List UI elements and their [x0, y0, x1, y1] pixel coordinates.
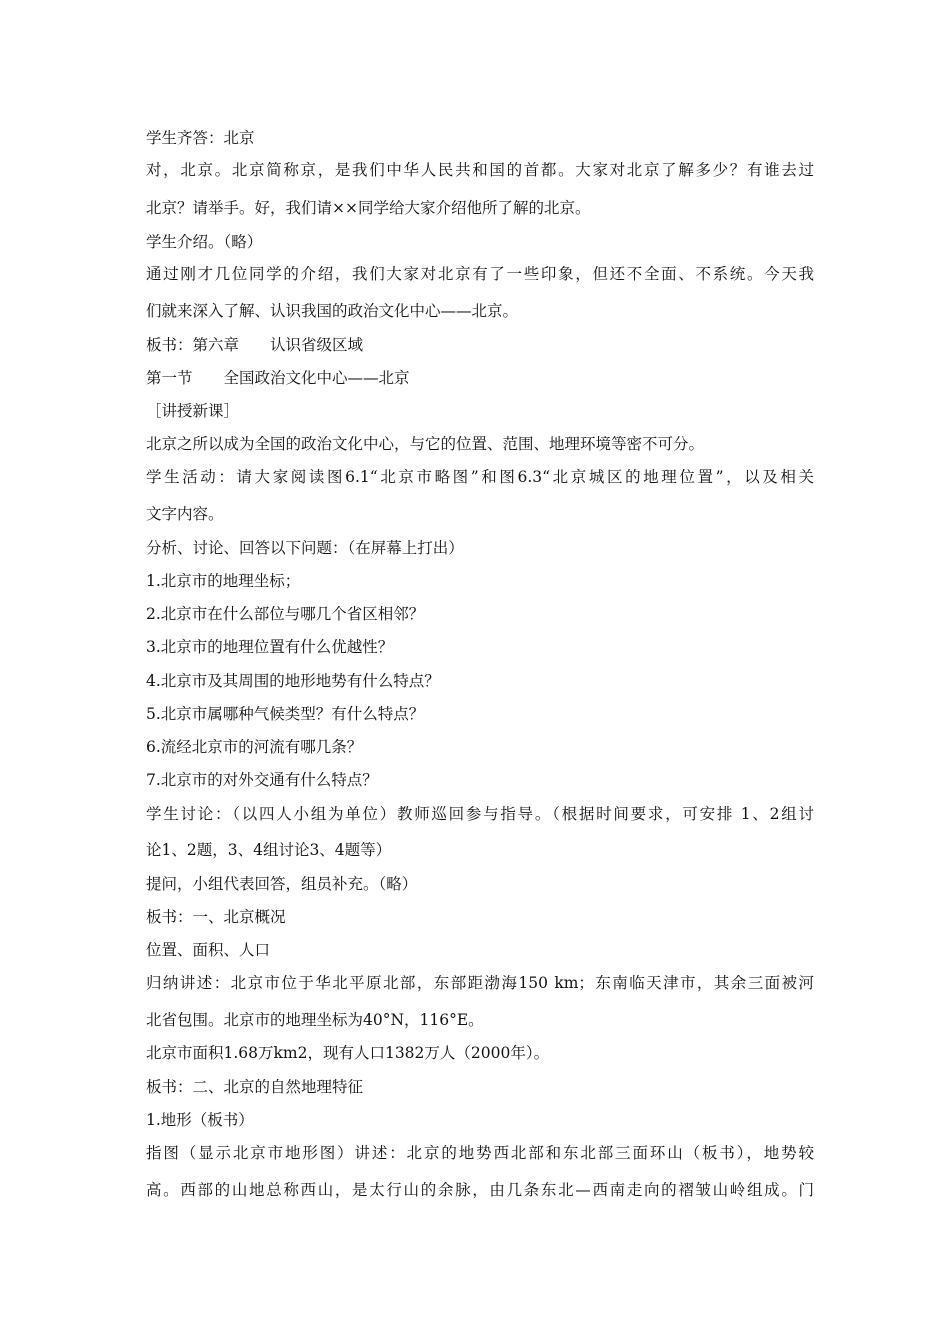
- text-line: 北京市面积1.68万km2，现有人口1382万人（2000年）。: [146, 1044, 550, 1062]
- text-line: 第一节 全国政治文化中心——北京: [146, 369, 410, 387]
- text-line: 高。西部的山地总称西山，是太行山的余脉，由几条东北—西南走向的褶皱山岭组成。门: [146, 1181, 814, 1199]
- text-line: 文字内容。: [146, 505, 224, 523]
- text-line: 5.北京市属哪种气候类型？有什么特点？: [146, 705, 425, 723]
- text-line: 2.北京市在什么部位与哪几个省区相邻？: [146, 605, 425, 623]
- text-line: 4.北京市及其周围的地形地势有什么特点？: [146, 672, 440, 690]
- text-line: 位置、面积、人口: [146, 941, 271, 959]
- text-line: 3.北京市的地理位置有什么优越性？: [146, 638, 394, 656]
- text-line: 学生活动：请大家阅读图6.1“北京市略图”和图6.3“北京城区的地理位置”，以及相关: [146, 468, 814, 486]
- text-line: 板书：第六章 认识省级区域: [146, 336, 364, 354]
- text-line: 分析、讨论、回答以下问题：（在屏幕上打出）: [146, 539, 464, 557]
- text-line: 7.北京市的对外交通有什么特点？: [146, 771, 378, 789]
- text-line: 6.流经北京市的河流有哪几条？: [146, 738, 363, 756]
- text-line: 归纳讲述：北京市位于华北平原北部，东部距渤海150 km；东南临天津市，其余三面被河: [146, 974, 814, 992]
- text-line: 板书：一、北京概况: [146, 908, 286, 926]
- text-line: 对，北京。北京简称京，是我们中华人民共和国的首都。大家对北京了解多少？有谁去过: [146, 161, 814, 179]
- text-line: 们就来深入了解、认识我国的政治文化中心——北京。: [146, 302, 519, 320]
- text-line: 北省包围。北京市的地理坐标为40°N，116°E。: [146, 1011, 484, 1029]
- text-line: 学生齐答：北京: [146, 129, 255, 147]
- text-line: 指图（显示北京市地形图）讲述：北京的地势西北部和东北部三面环山（板书），地势较: [146, 1144, 814, 1162]
- text-line: 北京？请举手。好，我们请××同学给大家介绍他所了解的北京。: [146, 199, 591, 217]
- text-line: 通过刚才几位同学的介绍，我们大家对北京有了一些印象，但还不全面、不系统。今天我: [146, 265, 814, 283]
- text-line: 论1、2题，3、4组讨论3、4题等）: [146, 841, 392, 859]
- text-line: ［讲授新课］: [146, 402, 240, 420]
- text-line: 提问，小组代表回答，组员补充。（略）: [146, 875, 418, 893]
- text-line: 学生介绍。（略）: [146, 233, 263, 251]
- text-line: 板书：二、北京的自然地理特征: [146, 1078, 364, 1096]
- text-line: 北京之所以成为全国的政治文化中心，与它的位置、范围、地理环境等密不可分。: [146, 435, 705, 453]
- text-line: 1.北京市的地理坐标；: [146, 572, 301, 590]
- text-line: 1.地形（板书）: [146, 1111, 254, 1129]
- text-line: 学生讨论：（以四人小组为单位）教师巡回参与指导。（根据时间要求，可安排 1、2组讨: [146, 805, 814, 823]
